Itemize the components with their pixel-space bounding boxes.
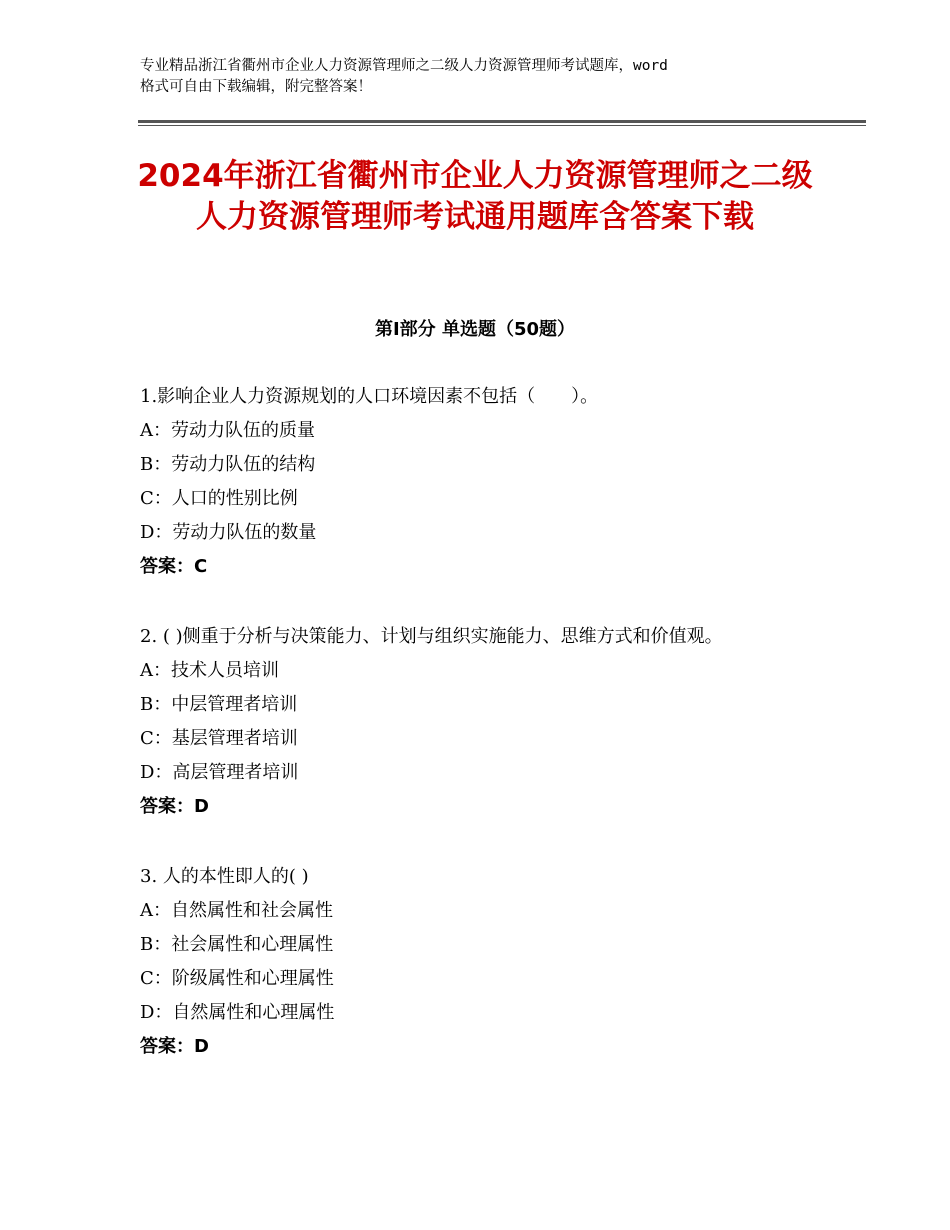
option-c: C：基层管理者培训 [140,728,298,749]
option-b: B：社会属性和心理属性 [140,934,334,955]
question-1 [140,380,820,584]
question-stem: 2. ( )侧重于分析与决策能力、计划与组织实施能力、思维方式和价值观。 [140,626,723,647]
question-stem: 3. 人的本性即人的( ) [140,866,309,887]
answer: 答案：D [140,1036,209,1057]
option-d: D：高层管理者培训 [140,762,299,783]
option-b: B：劳动力队伍的结构 [140,454,316,475]
question-list [140,380,820,1100]
header-note-line-1: 专业精品浙江省衢州市企业人力资源管理师之二级人力资源管理师考试题库，word [140,58,668,74]
option-d: D：自然属性和心理属性 [140,1002,335,1023]
header-divider-thin [138,125,866,126]
document-title: 2024年浙江省衢州市企业人力资源管理师之二级人力资源管理师考试通用题库含答案下载 [137,158,813,235]
option-a: A：技术人员培训 [140,660,279,681]
header-divider [138,120,866,123]
option-a: A：自然属性和社会属性 [140,900,333,921]
header-note-line-2: 格式可自由下载编辑，附完整答案！ [140,79,372,95]
section-title: 第Ⅰ部分 单选题（50题） [374,319,575,340]
option-d: D：劳动力队伍的数量 [140,522,317,543]
option-c: C：阶级属性和心理属性 [140,968,334,989]
question-2 [140,620,820,824]
option-a: A：劳动力队伍的质量 [140,420,315,441]
option-c: C：人口的性别比例 [140,488,298,509]
header-note [140,56,840,98]
question-stem: 1.影响企业人力资源规划的人口环境因素不包括（ ）。 [140,386,599,407]
answer: 答案：D [140,796,209,817]
answer: 答案：C [140,556,208,577]
option-b: B：中层管理者培训 [140,694,298,715]
question-3 [140,860,820,1064]
